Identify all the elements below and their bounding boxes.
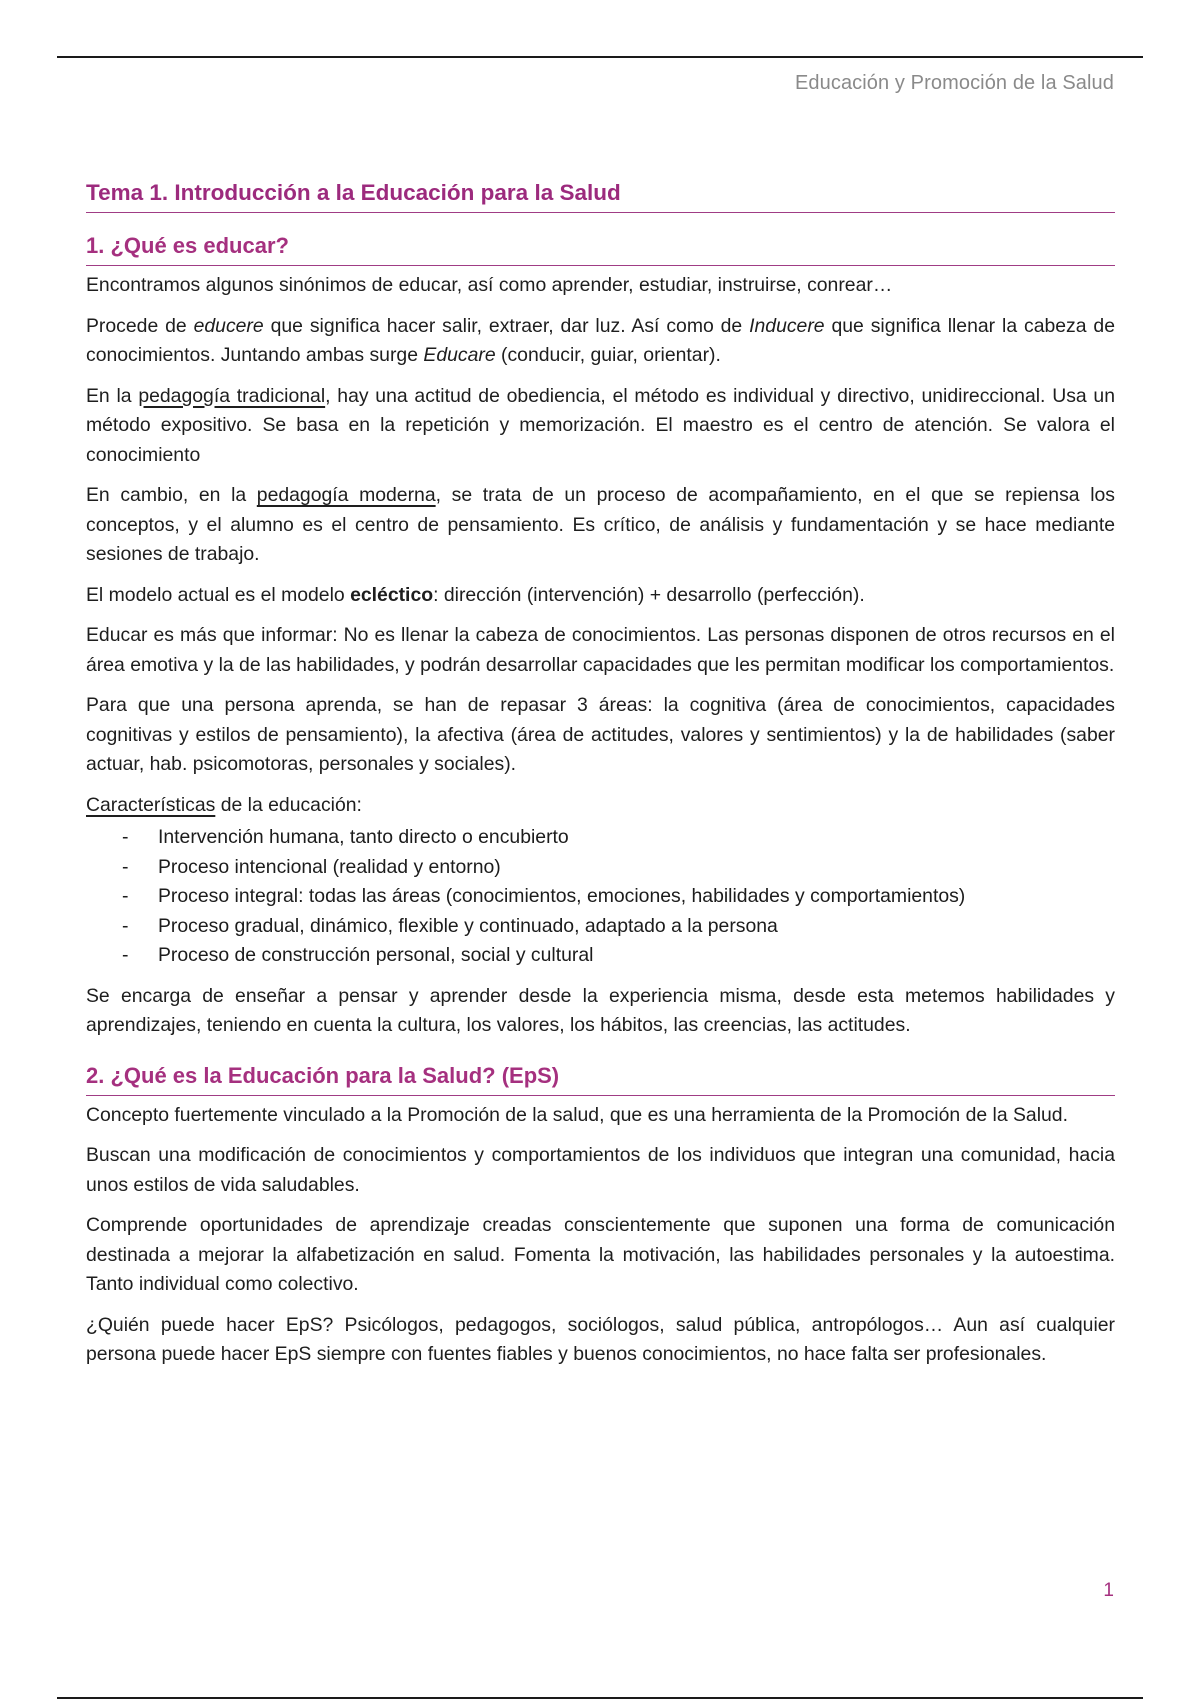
text: de la educación:: [215, 793, 362, 816]
paragraph-pedagogia-tradicional: [86, 382, 1115, 471]
text: que significa hacer salir, extraer, dar luz. Así como de: [263, 314, 750, 337]
list-item-text: Proceso gradual, dinámico, flexible y continuado, adaptado a la persona: [158, 914, 778, 937]
text: Procede de: [86, 314, 194, 337]
caracteristicas-list: [122, 823, 1115, 971]
text: : dirección (intervención) + desarrollo (perfección).: [433, 583, 865, 606]
bottom-rule: [57, 1697, 1143, 1699]
term-caracteristicas: Características: [86, 793, 216, 816]
list-item: [122, 853, 1115, 883]
bullet-dash: -: [122, 944, 129, 966]
paragraph-etimologia: [86, 312, 1115, 371]
bullet-dash: -: [122, 855, 129, 878]
list-item-text: Proceso intencional (realidad y entorno): [158, 855, 501, 878]
paragraph-quien-puede: ¿Quién puede hacer EpS? Psicólogos, pedagogos, sociólogos, salud pública, antropólogos… Aun así cualquier persona puede hacer EpS siempre con fuentes fiables y buenos conocimientos, no hace falta ser profesionales.: [86, 1313, 1115, 1365]
paragraph-pedagogia-moderna: [86, 481, 1115, 570]
document-title: Tema 1. Introducción a la Educación para la Salud: [86, 180, 1115, 213]
term-educare: Educare: [423, 344, 496, 366]
paragraph-educar-vs-informar: Educar es más que informar: No es llenar la cabeza de conocimientos. Las personas disponen de otros recursos en el área emotiva y la de las habilidades, y podrán desarrollar capacidades que les permitan modificar los comportamientos.: [86, 624, 1115, 676]
bullet-dash: -: [122, 914, 129, 937]
paragraph-caracteristicas-intro: [86, 791, 1115, 821]
page-number: 1: [1103, 1580, 1114, 1601]
paragraph-modelo-eclectico: [86, 581, 1115, 611]
list-item-text: Intervención humana, tanto directo o encubierto: [158, 826, 569, 848]
paragraph-ensenar-a-pensar: Se encarga de enseñar a pensar y aprender desde la experiencia misma, desde esta metemos habilidades y aprendizajes, teniendo en cuenta la cultura, los valores, los hábitos, las creencias, las actitudes.: [86, 984, 1115, 1036]
list-item: [122, 823, 1115, 853]
page-content: [86, 180, 1115, 1381]
running-header: Educación y Promoción de la Salud: [794, 72, 1114, 94]
text: El modelo actual es el modelo: [86, 583, 351, 606]
text: (conducir, guiar, orientar).: [495, 344, 721, 366]
term-inducere: Inducere: [749, 314, 825, 337]
term-educere: educere: [193, 314, 264, 337]
top-rule: [57, 56, 1143, 58]
section-heading-eps: 2. ¿Qué es la Educación para la Salud? (EpS): [86, 1063, 1115, 1096]
paragraph-modificacion: Buscan una modificación de conocimientos y comportamientos de los individuos que integran una comunidad, hacia unos estilos de vida saludables.: [86, 1144, 1115, 1196]
list-item: [122, 882, 1115, 912]
paragraph-tres-areas: Para que una persona aprenda, se han de repasar 3 áreas: la cognitiva (área de conocimientos, capacidades cognitivas y estilos de pensamiento), la afectiva (área de actitudes, valores y sentimientos) y la de habilidades (saber actuar, hab. psicomotoras, personales y sociales).: [86, 694, 1115, 775]
bullet-dash: -: [122, 885, 129, 907]
paragraph-sinonimos: Encontramos algunos sinónimos de educar, así como aprender, estudiar, instruirse, conrear…: [86, 274, 893, 296]
text: En cambio, en la: [86, 484, 257, 506]
text: , se trata de un proceso de acompañamiento, en el que se repiensa los conceptos, y el alumno es el centro de pensamiento. Es crítico, de análisis y fundamentación y se hace mediante sesiones de trabajo.: [86, 484, 1115, 565]
list-item-text: Proceso de construcción personal, social y cultural: [158, 944, 594, 966]
text: En la: [86, 384, 139, 407]
paragraph-concepto-eps: Concepto fuertemente vinculado a la Promoción de la salud, que es una herramienta de la Promoción de la Salud.: [86, 1103, 1068, 1126]
term-pedagogia-moderna: pedagogía moderna: [256, 484, 436, 506]
term-eclectico: ecléctico: [350, 583, 434, 606]
list-item-text: Proceso integral: todas las áreas (conocimientos, emociones, habilidades y comportamientos): [158, 885, 966, 907]
paragraph-oportunidades: Comprende oportunidades de aprendizaje creadas conscientemente que suponen una forma de comunicación destinada a mejorar la alfabetización en salud. Fomenta la motivación, las habilidades personales y la autoestima. Tanto individual como colectivo.: [86, 1214, 1115, 1295]
bullet-dash: -: [122, 826, 129, 848]
text: , hay una actitud de obediencia, el método es individual y directivo, unidireccional. Usa un método expositivo. Se basa en la repetición y memorización. El maestro es el centro de atención. Se valora el conocimiento: [86, 384, 1116, 466]
list-item: [122, 941, 1115, 971]
section-heading-que-es-educar: 1. ¿Qué es educar?: [86, 233, 1115, 266]
list-item: [122, 912, 1115, 942]
text: que significa llenar la cabeza de conocimientos. Juntando ambas surge: [86, 314, 1115, 366]
term-pedagogia-tradicional: pedagogía tradicional: [138, 384, 326, 407]
